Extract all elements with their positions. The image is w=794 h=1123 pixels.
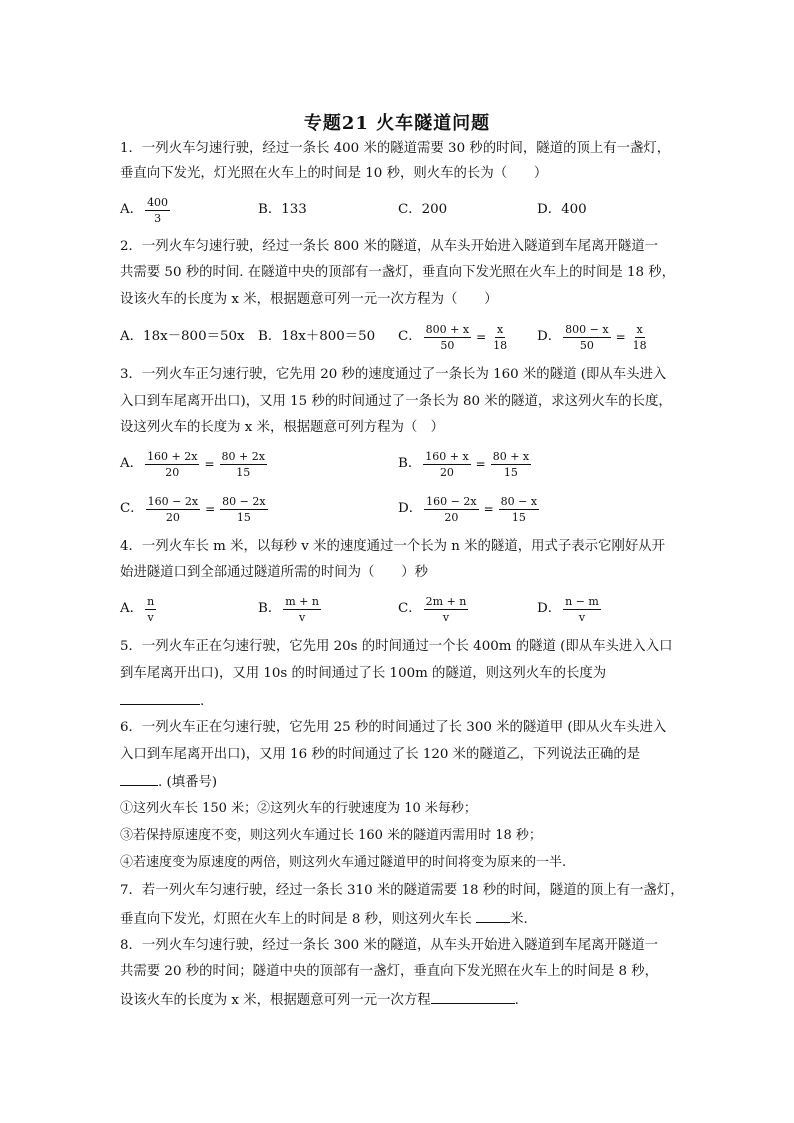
q3-option-b bbox=[398, 447, 533, 481]
frac-num: 800 − x bbox=[565, 322, 609, 336]
frac-num: 160 − 2x bbox=[147, 494, 199, 508]
frac bbox=[220, 495, 267, 524]
q6-line-3-end: . (填番号) bbox=[158, 775, 218, 790]
q3-line-2: 入口到车尾离开出口)，又用 15 秒的时间通过了一条长为 80 米的隧道，求这列火车的长度， bbox=[120, 394, 672, 409]
frac-den: 15 bbox=[511, 510, 526, 524]
frac-den: v bbox=[147, 610, 154, 624]
frac-num: 80 − x bbox=[500, 494, 538, 508]
q8-line-1: 8．一列火车匀速行驶，经过一条长 300 米的隧道，从车头开始进入隧道到车尾离开隧道一 bbox=[120, 938, 659, 953]
equals-sign: = bbox=[615, 330, 626, 344]
q7-line-1: 7．若一列火车匀速行驶，经过一条长 310 米的隧道需要 18 秒的时间，隧道的顶上有一盏灯， bbox=[120, 883, 684, 898]
q4-option-a-label: A． bbox=[120, 601, 144, 616]
frac-den: 18 bbox=[493, 338, 508, 352]
frac-den: 20 bbox=[439, 465, 454, 479]
frac bbox=[631, 323, 649, 352]
equals-sign: = bbox=[475, 457, 486, 471]
frac-den: 20 bbox=[165, 510, 180, 524]
q4-line-2: 始进隧道口到全部通过隧道所需的时间为（ ）秒 bbox=[120, 565, 428, 580]
q1-option-a bbox=[120, 193, 172, 227]
q7-line-2-end: 米. bbox=[510, 912, 528, 927]
equals-sign: = bbox=[204, 457, 215, 471]
frac-den: 3 bbox=[154, 211, 162, 225]
q3-option-d bbox=[398, 492, 541, 526]
q1-line-2: 垂直向下发光，灯光照在火车上的时间是 10 秒，则火车的长为（ ） bbox=[120, 166, 548, 181]
frac-den: v bbox=[578, 610, 586, 624]
q7-line-2 bbox=[120, 908, 690, 930]
frac bbox=[424, 495, 478, 524]
q6-line-3 bbox=[120, 771, 690, 793]
q1-option-c: C．200 bbox=[398, 202, 448, 217]
q8-line-3-end: . bbox=[514, 993, 519, 1008]
q8-line-2: 共需要 20 秒的时间；隧道中央的顶部有一盏灯，垂直向下发光照在火车上的时间是 8 秒， bbox=[120, 964, 659, 979]
q2-line-2: 共需要 50 秒的时间. 在隧道中央的顶部有一盏灯，垂直向下发光照在火车上的时间是 18 秒， bbox=[120, 265, 676, 280]
frac bbox=[424, 595, 469, 624]
frac-den: 50 bbox=[440, 338, 455, 352]
frac-num: x bbox=[636, 322, 643, 336]
frac-num: 160 + x bbox=[425, 449, 469, 463]
frac-den: 20 bbox=[165, 465, 180, 479]
frac bbox=[145, 595, 156, 624]
q1-option-d: D．400 bbox=[537, 202, 587, 217]
answer-blank bbox=[431, 989, 515, 1004]
frac-den: v bbox=[298, 610, 306, 624]
frac-num: 80 + 2x bbox=[221, 449, 265, 463]
frac bbox=[283, 595, 321, 624]
frac bbox=[499, 495, 539, 524]
q3-option-b-label: B． bbox=[398, 456, 422, 471]
answer-blank bbox=[120, 690, 200, 705]
page-title: 专题21 火车隧道问题 bbox=[303, 113, 491, 134]
frac-num: 80 − 2x bbox=[222, 494, 266, 508]
q6-statement-1-2: ①这列火车长 150 米；②这列火车的行驶速度为 10 米每秒； bbox=[120, 801, 477, 816]
frac-den: 20 bbox=[444, 510, 459, 524]
q3-option-a-label: A． bbox=[120, 456, 144, 471]
frac-den: 18 bbox=[632, 338, 647, 352]
q1-option-a-label: A． bbox=[120, 202, 144, 217]
q2-option-c-label: C． bbox=[398, 329, 422, 344]
q4-option-c-label: C． bbox=[398, 601, 422, 616]
frac bbox=[146, 495, 200, 524]
q5-line-3 bbox=[120, 690, 690, 712]
q3-line-1: 3．一列火车正匀速行驶，它先用 20 秒的速度通过了一条长为 160 米的隧道 (即从车头进入 bbox=[120, 367, 667, 382]
frac bbox=[423, 450, 470, 479]
answer-blank bbox=[476, 908, 510, 923]
frac bbox=[491, 450, 531, 479]
frac-num: 80 + x bbox=[492, 449, 530, 463]
q5-line-3-end: . bbox=[200, 694, 205, 709]
equals-sign: = bbox=[205, 502, 216, 516]
q7-line-2-start: 垂直向下发光，灯照在火车上的时间是 8 秒，则这列火车长 bbox=[120, 912, 477, 927]
frac bbox=[424, 323, 471, 352]
answer-blank bbox=[120, 771, 158, 786]
frac-num: 800 + x bbox=[425, 322, 470, 336]
q4-option-b-label: B． bbox=[258, 601, 282, 616]
equals-sign: = bbox=[483, 502, 494, 516]
q1-line-1: 1．一列火车匀速行驶，经过一条长 400 米的隧道需要 30 秒的时间，隧道的顶上有一盏灯， bbox=[120, 141, 671, 156]
frac-den: 15 bbox=[236, 465, 251, 479]
frac-num: 400 bbox=[147, 195, 169, 209]
q2-option-a: A．18x－800＝50x bbox=[120, 329, 245, 344]
q2-option-d-label: D． bbox=[537, 329, 562, 344]
q3-option-c bbox=[120, 492, 270, 526]
frac-num: 2m + n bbox=[425, 594, 467, 608]
q2-option-b: B．18x＋800＝50 bbox=[258, 329, 376, 344]
q8-line-3 bbox=[120, 989, 690, 1011]
frac-den: 15 bbox=[236, 510, 251, 524]
q5-line-2: 到车尾离开出口)，又用 10s 的时间通过了长 100m 的隧道，则这列火车的长度为 bbox=[120, 666, 607, 681]
q6-line-1: 6．一列火车正在匀速行驶，它先用 25 秒的时间通过了长 300 米的隧道甲 (即从火车头进入 bbox=[120, 720, 667, 735]
equals-sign: = bbox=[476, 330, 487, 344]
q3-option-c-label: C． bbox=[120, 501, 144, 516]
frac-den: 15 bbox=[503, 465, 518, 479]
frac-num: 160 − 2x bbox=[426, 494, 477, 508]
frac bbox=[563, 595, 601, 624]
q4-option-b bbox=[258, 592, 323, 626]
q6-line-2: 入口到车尾离开出口)，又用 16 秒的时间通过了长 120 米的隧道乙，下列说法正确的是 bbox=[120, 747, 641, 762]
q4-option-a bbox=[120, 592, 158, 626]
frac-num: 160 + 2x bbox=[147, 449, 198, 463]
frac-den: 50 bbox=[579, 338, 594, 352]
frac-num: n bbox=[147, 594, 155, 608]
q5-line-1: 5．一列火车正在匀速行驶，它先用 20s 的时间通过一个长 400m 的隧道 (即从车头进入入口 bbox=[120, 639, 673, 654]
q3-option-a bbox=[120, 447, 269, 481]
frac bbox=[563, 323, 610, 352]
frac-num: n − m bbox=[565, 594, 599, 608]
q1-option-a-fraction bbox=[145, 196, 170, 225]
frac bbox=[220, 450, 267, 479]
q2-line-1: 2．一列火车匀速行驶，经过一条长 800 米的隧道，从车头开始进入隧道到车尾离开隧道一 bbox=[120, 239, 659, 254]
q4-option-d bbox=[537, 592, 603, 626]
q4-option-c bbox=[398, 592, 470, 626]
frac bbox=[491, 323, 509, 352]
q1-option-b: B．133 bbox=[258, 202, 307, 217]
frac bbox=[145, 450, 199, 479]
frac-den: v bbox=[442, 610, 450, 624]
q2-option-d bbox=[537, 320, 651, 354]
q8-line-3-start: 设该火车的长度为 x 米，根据题意可列一元一次方程 bbox=[120, 993, 431, 1008]
frac-num: x bbox=[497, 322, 504, 336]
q2-option-c bbox=[398, 320, 511, 354]
q2-line-3: 设该火车的长度为 x 米，根据题意可列一元一次方程为（ ） bbox=[120, 292, 498, 307]
q3-line-3: 设这列火车的长度为 x 米，根据题意可列方程为（ ） bbox=[120, 420, 445, 435]
q4-line-1: 4．一列火车长 m 米，以每秒 v 米的速度通过一个长为 n 米的隧道，用式子表示它刚好从开 bbox=[120, 539, 666, 554]
q3-option-d-label: D． bbox=[398, 501, 423, 516]
q6-statement-4: ④若速度变为原速度的两倍，则这列火车通过隧道甲的时间将变为原来的一半. bbox=[120, 855, 567, 870]
q6-statement-3: ③若保持原速度不变，则这列火车通过长 160 米的隧道丙需用时 18 秒； bbox=[120, 828, 542, 843]
q4-option-d-label: D． bbox=[537, 601, 562, 616]
frac-num: m + n bbox=[285, 594, 319, 608]
